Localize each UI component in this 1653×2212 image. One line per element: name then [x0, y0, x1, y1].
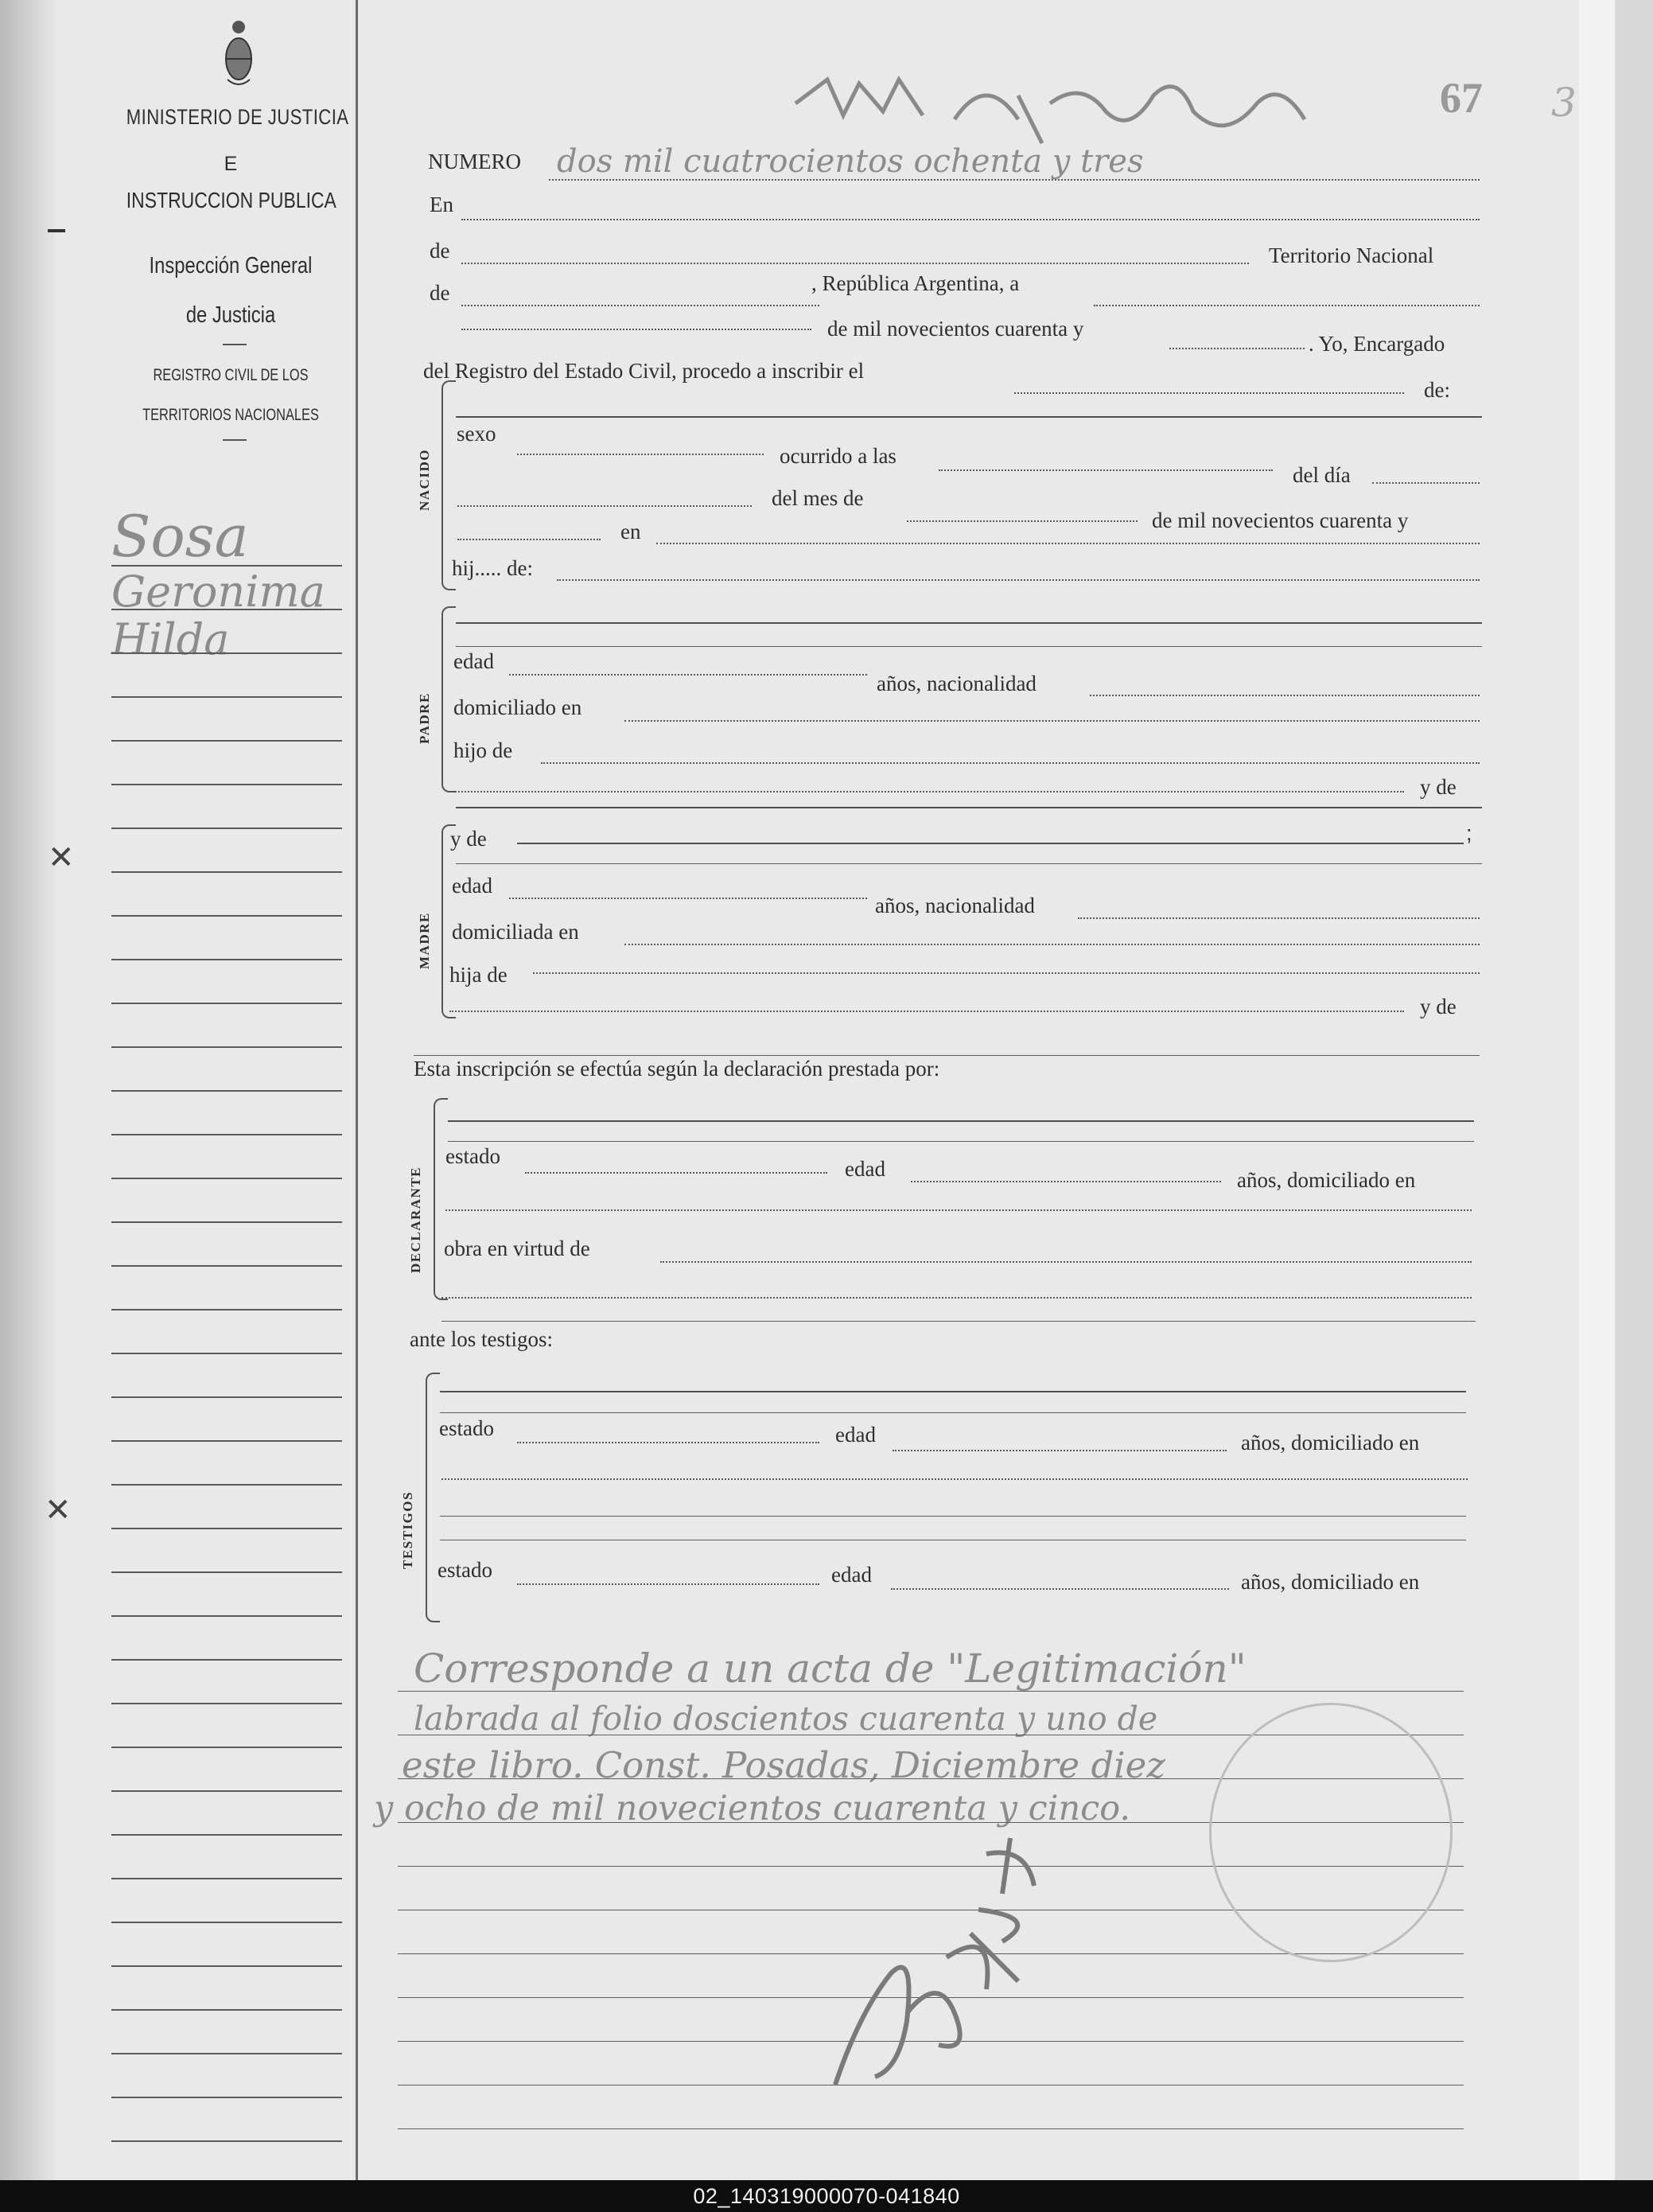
margin-rule: [111, 1440, 342, 1442]
margin-rule: [111, 1878, 342, 1879]
ante-label: ante los testigos:: [410, 1327, 553, 1351]
binding-mark-1: [48, 229, 65, 232]
decl-bottom-line: [441, 1321, 1476, 1322]
anos-dom-label: años, domiciliado en: [1237, 1168, 1416, 1192]
margin-given-2: Hilda: [111, 614, 230, 664]
margin-rule: [111, 1615, 342, 1617]
header-dash-1: [223, 344, 247, 345]
madre-line-2: [456, 863, 1482, 864]
obra-line-2: [441, 1297, 1472, 1299]
margin-rule: [111, 1090, 342, 1092]
margin-rule: [111, 2140, 342, 2142]
demil-label: de mil novecientos cuarenta y: [827, 317, 1084, 341]
margin-rule: [111, 784, 342, 785]
margin-rule: [111, 1178, 342, 1179]
margin-rule: [111, 2009, 342, 2011]
test-line-3: [440, 1516, 1466, 1517]
sexo-line: [517, 454, 764, 455]
margin-rule: [111, 1046, 342, 1048]
margin-rule: [111, 2053, 342, 2054]
edad-label: edad: [453, 649, 494, 673]
margin-rule: [111, 1922, 342, 1923]
en-label-2: en: [620, 520, 641, 543]
margin-rule: [111, 565, 342, 567]
de-colon-label: de:: [1424, 378, 1450, 402]
numero-label: NUMERO: [428, 150, 522, 173]
folio-number: 67: [1440, 74, 1483, 122]
margin-rule: [111, 871, 342, 873]
padre-line-2: [456, 646, 1482, 647]
handwritten-note-line-4: y ocho de mil novecientos cuarenta y cinco.: [374, 1789, 1131, 1828]
estado-line-3: [517, 1583, 819, 1585]
margin-rule: [111, 2097, 342, 2098]
estado-line-2: [517, 1442, 819, 1443]
handwritten-note-line-1: Corresponde a un acta de "Legitimación": [414, 1645, 1247, 1692]
obra-label: obra en virtud de: [444, 1236, 590, 1260]
ocurrido-line: [939, 469, 1273, 471]
note-rule: [398, 1691, 1464, 1692]
republica-line: [1094, 305, 1480, 306]
nacido-line-1: [456, 416, 1482, 418]
domiciliado-label: domiciliado en: [453, 695, 582, 719]
coat-of-arms-icon: [221, 18, 256, 89]
numero-value: dos mil cuatrocientos ochenta y tres: [557, 143, 1144, 180]
de-line-2: [461, 305, 819, 306]
domiciliada-label: domiciliada en: [452, 920, 579, 944]
margin-rule: [111, 1659, 342, 1661]
margin-rule: [111, 1747, 342, 1748]
de-line-1: [461, 263, 1249, 264]
margin-rule: [111, 915, 342, 917]
edad-label-4: edad: [835, 1423, 876, 1447]
republica-label: , República Argentina, a: [811, 271, 1020, 295]
edad-line-2: [509, 898, 867, 899]
ministry-instruction: INSTRUCCION PUBLICA: [126, 188, 336, 212]
margin-rule: [111, 1353, 342, 1354]
territorio-label: Territorio Nacional: [1269, 243, 1434, 267]
registry-line-1: REGISTRO CIVIL DE LOS: [153, 366, 309, 384]
en-label: En: [430, 193, 453, 216]
margin-rule: [111, 1003, 342, 1004]
yo-encargado-label: . Yo, Encargado: [1309, 332, 1445, 356]
header-dash-2: [223, 439, 247, 441]
decl-line-2: [448, 1141, 1474, 1142]
numero-line: [549, 179, 1480, 181]
edad-label-5: edad: [831, 1563, 872, 1587]
margin-rule: [111, 1134, 342, 1135]
margin-rule: [111, 1965, 342, 1967]
del-mes-label: del mes de: [772, 486, 864, 510]
margin-rule: [111, 1309, 342, 1310]
estado-line: [525, 1172, 827, 1174]
edad-line-3: [911, 1181, 1221, 1182]
domiciliado-line: [624, 720, 1480, 722]
hij-label: hij..... de:: [452, 556, 533, 580]
margin-rule: [111, 1703, 342, 1704]
nacionalidad-line: [1090, 695, 1480, 696]
scanner-edge: [1615, 0, 1653, 2180]
semicolon-mark: ;: [1466, 821, 1472, 845]
de-label-1: de: [430, 239, 450, 263]
de-label-2: de: [430, 281, 450, 305]
handwritten-note-line-2: labrada al folio doscientos cuarenta y uno de: [414, 1700, 1158, 1738]
hij-line: [557, 579, 1480, 581]
y-de-line: [449, 791, 1404, 793]
estado-label: estado: [445, 1144, 500, 1168]
official-stamp-faint: [1209, 1703, 1453, 1962]
obra-line: [660, 1261, 1472, 1263]
registro-line: [1014, 392, 1404, 394]
binding-mark-3: ✕: [45, 1493, 72, 1528]
registro-label: del Registro del Estado Civil, procedo a inscribir el: [423, 359, 865, 383]
handwritten-note-line-3: este libro. Const. Posadas, Diciembre diez: [402, 1744, 1166, 1786]
edad-label-3: edad: [845, 1157, 885, 1181]
lugar-line: [656, 543, 1480, 544]
hija-de-line: [533, 972, 1480, 974]
dia-value-line: [457, 505, 752, 507]
ocurrido-label: ocurrido a las: [780, 444, 897, 468]
margin-rule: [111, 1221, 342, 1223]
margin-rule: [111, 1834, 342, 1836]
del-dia-line: [1372, 482, 1480, 484]
registrar-signature: [788, 1814, 1074, 2101]
decl-line-1: [448, 1120, 1474, 1122]
hija-de-label: hija de: [449, 963, 508, 987]
edad-line-4: [893, 1450, 1227, 1451]
anos-dom-label-3: años, domiciliado en: [1241, 1570, 1420, 1594]
test-dom-line-1: [441, 1478, 1468, 1480]
margin-rule: [111, 740, 342, 742]
margin-rule: [111, 828, 342, 829]
edad-line-5: [891, 1588, 1229, 1590]
ministry-title: MINISTERIO DE JUSTICIA: [126, 105, 349, 129]
hijo-de-line: [541, 762, 1480, 764]
top-signature-scribble: [780, 48, 1352, 159]
illegible-mark: 3: [1551, 80, 1577, 126]
declarante-brace: [434, 1098, 448, 1300]
note-rule: [398, 2128, 1464, 2129]
margin-rule: [111, 1396, 342, 1398]
margin-rule: [111, 1484, 342, 1486]
en-line: [461, 219, 1480, 220]
padre-side-label: PADRE: [417, 692, 432, 744]
estado-label-2: estado: [439, 1416, 494, 1440]
anos-nac-label: años, nacionalidad: [877, 672, 1037, 695]
ministry-e: E: [224, 153, 238, 175]
registry-line-2: TERRITORIOS NACIONALES: [142, 406, 319, 424]
margin-rule: [111, 1790, 342, 1792]
margin-rule: [111, 1528, 342, 1529]
binding-mark-2: ✕: [48, 840, 75, 875]
page-fold-shadow: [0, 0, 56, 2180]
margin-rule: [111, 1265, 342, 1267]
margin-divider: [356, 0, 358, 2180]
scan-id-footer: 02_140319000070-041840: [0, 2180, 1653, 2212]
margin-rule: [111, 1571, 342, 1573]
del-dia-label: del día: [1293, 463, 1351, 487]
nacido-side-label: NACIDO: [417, 449, 432, 511]
hijo-de-label: hijo de: [453, 738, 513, 762]
margin-given-1: Geronima: [111, 567, 325, 617]
estado-label-3: estado: [438, 1558, 492, 1582]
margin-rule: [111, 696, 342, 698]
year-line: [1169, 348, 1305, 349]
anio-line: [457, 539, 601, 540]
madre-bottom-line: [414, 1055, 1480, 1056]
testigos-brace: [426, 1373, 440, 1622]
nacionalidad-line-2: [1078, 917, 1480, 919]
madre-side-label: MADRE: [417, 912, 432, 969]
inspection-line-1: Inspección General: [149, 253, 313, 278]
domiciliada-line: [624, 944, 1480, 945]
inspection-line-2: de Justicia: [185, 302, 276, 328]
edad-label-2: edad: [452, 874, 492, 898]
decl-dom-line: [445, 1209, 1472, 1211]
y-de-label-2: y de: [450, 827, 487, 851]
margin-surname: Sosa: [111, 503, 249, 570]
padre-line-1: [456, 622, 1482, 624]
margin-rule: [111, 609, 342, 610]
y-de-line-3: [449, 1011, 1404, 1012]
margin-rule: [111, 959, 342, 960]
y-de-label-3: y de: [1420, 995, 1457, 1018]
madre-line-1: [517, 843, 1464, 844]
declarante-side-label: DECLARANTE: [408, 1166, 423, 1273]
mes-line: [907, 520, 1138, 522]
anos-dom-label-2: años, domiciliado en: [1241, 1431, 1420, 1455]
madre-top-line: [456, 807, 1482, 808]
inscripcion-label: Esta inscripción se efectúa según la declaración prestada por:: [414, 1057, 940, 1081]
de-mil-label-2: de mil novecientos cuarenta y: [1152, 508, 1409, 532]
y-de-label: y de: [1420, 775, 1457, 799]
sexo-label: sexo: [457, 422, 496, 446]
margin-rule: [111, 652, 342, 654]
test-line-2: [440, 1412, 1466, 1413]
test-line-1: [440, 1391, 1466, 1392]
edad-line: [509, 674, 867, 676]
testigos-side-label: TESTIGOS: [400, 1491, 415, 1569]
anos-nac-label-2: años, nacionalidad: [875, 894, 1035, 917]
demil-line: [461, 329, 811, 330]
